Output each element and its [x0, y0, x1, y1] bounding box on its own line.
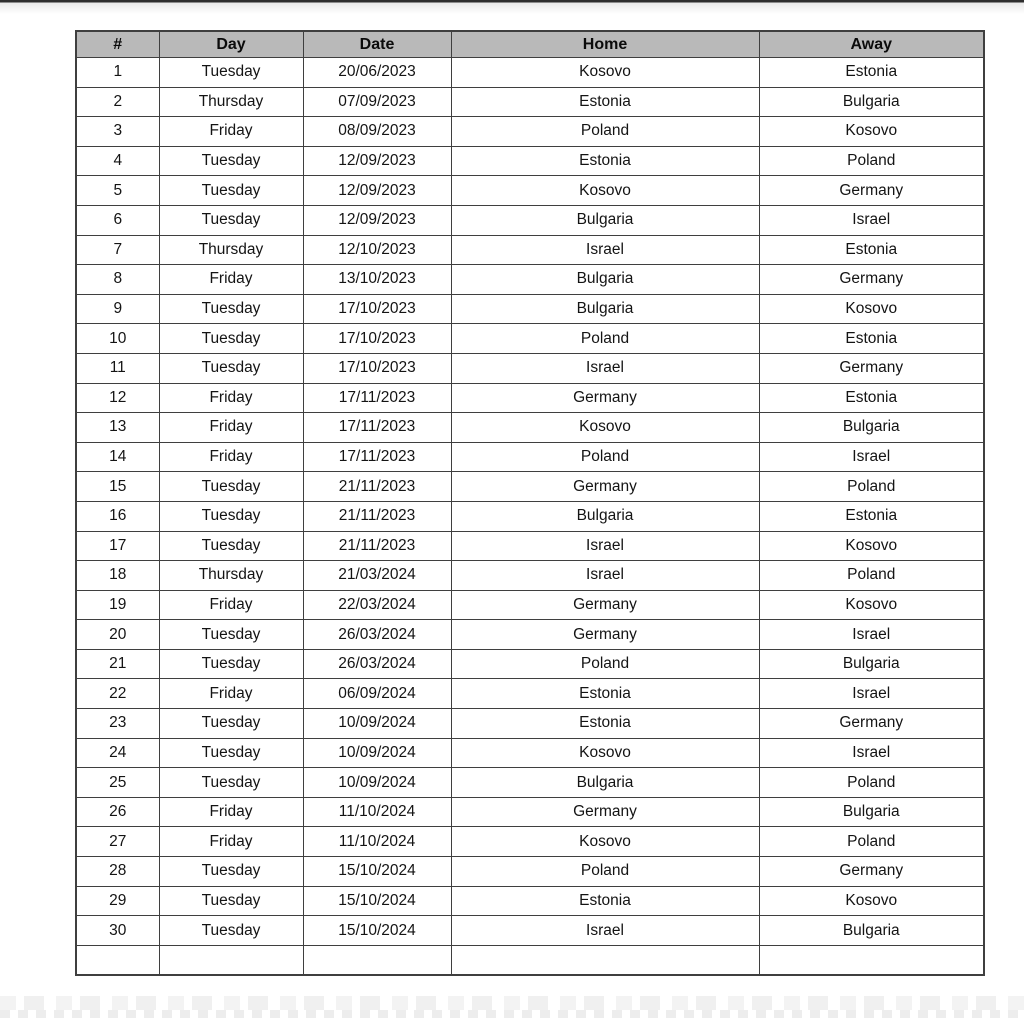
cell-date: 26/03/2024	[303, 649, 451, 679]
table-header	[76, 31, 984, 58]
cell-home: Kosovo	[451, 58, 759, 88]
table-row	[76, 797, 984, 827]
match-schedule-table	[75, 30, 985, 976]
cell-away: Germany	[759, 709, 984, 739]
cell-day: Tuesday	[159, 294, 303, 324]
cell-home: Israel	[451, 235, 759, 265]
table-row	[76, 176, 984, 206]
cell-home: Israel	[451, 916, 759, 946]
cell-home: Poland	[451, 442, 759, 472]
cell-date: 07/09/2023	[303, 87, 451, 117]
table-row	[76, 679, 984, 709]
table-row	[76, 205, 984, 235]
table-row	[76, 501, 984, 531]
cell-day: Tuesday	[159, 916, 303, 946]
table-row	[76, 768, 984, 798]
cell-day: Tuesday	[159, 324, 303, 354]
cell-num: 21	[76, 649, 159, 679]
cell-day: Tuesday	[159, 205, 303, 235]
cell-date: 17/10/2023	[303, 353, 451, 383]
table-row	[76, 294, 984, 324]
cell-date: 08/09/2023	[303, 117, 451, 147]
cell-day: Thursday	[159, 87, 303, 117]
schedule-table-body	[76, 58, 984, 976]
cell-away: Bulgaria	[759, 797, 984, 827]
cell-away: Germany	[759, 265, 984, 295]
cell-num: 1	[76, 58, 159, 88]
cell-day: Tuesday	[159, 472, 303, 502]
cell-date: 21/11/2023	[303, 472, 451, 502]
cell-day: Friday	[159, 679, 303, 709]
table-row	[76, 649, 984, 679]
cell-day: Friday	[159, 590, 303, 620]
table-row	[76, 265, 984, 295]
cell-date: 17/11/2023	[303, 383, 451, 413]
cell-num: 15	[76, 472, 159, 502]
cell-home: Bulgaria	[451, 768, 759, 798]
cell-date: 17/10/2023	[303, 294, 451, 324]
cell-away: Bulgaria	[759, 413, 984, 443]
table-row	[76, 442, 984, 472]
table-row	[76, 353, 984, 383]
table-row	[76, 886, 984, 916]
cell-num: 24	[76, 738, 159, 768]
cell-date: 10/09/2024	[303, 768, 451, 798]
cell-away: Poland	[759, 768, 984, 798]
cell-day: Friday	[159, 265, 303, 295]
cell-num: 10	[76, 324, 159, 354]
cell-home: Bulgaria	[451, 205, 759, 235]
table-row	[76, 709, 984, 739]
column-header-date: Date	[303, 31, 451, 58]
cell-home: Germany	[451, 472, 759, 502]
cell-away: Israel	[759, 442, 984, 472]
cell-away: Estonia	[759, 324, 984, 354]
cell-away: Poland	[759, 827, 984, 857]
cell-away: Bulgaria	[759, 916, 984, 946]
table-row	[76, 58, 984, 88]
table-row	[76, 620, 984, 650]
cell-away	[759, 945, 984, 975]
cell-away: Kosovo	[759, 117, 984, 147]
table-row	[76, 324, 984, 354]
cell-away: Germany	[759, 176, 984, 206]
cell-num: 9	[76, 294, 159, 324]
table-row	[76, 738, 984, 768]
cell-date: 21/11/2023	[303, 501, 451, 531]
table-row	[76, 590, 984, 620]
table-row	[76, 531, 984, 561]
cell-away: Bulgaria	[759, 649, 984, 679]
cell-num: 3	[76, 117, 159, 147]
cell-num	[76, 945, 159, 975]
cell-num: 20	[76, 620, 159, 650]
cell-date: 12/09/2023	[303, 176, 451, 206]
cell-day: Tuesday	[159, 709, 303, 739]
cell-away: Estonia	[759, 501, 984, 531]
cell-date: 10/09/2024	[303, 709, 451, 739]
cell-day: Tuesday	[159, 649, 303, 679]
table-row	[76, 383, 984, 413]
cell-day: Tuesday	[159, 58, 303, 88]
cell-day: Tuesday	[159, 176, 303, 206]
table-row	[76, 561, 984, 591]
cell-home: Estonia	[451, 679, 759, 709]
cell-day: Tuesday	[159, 768, 303, 798]
cell-num: 29	[76, 886, 159, 916]
cell-away: Israel	[759, 620, 984, 650]
cell-home: Israel	[451, 531, 759, 561]
cell-date: 12/09/2023	[303, 146, 451, 176]
cell-day	[159, 945, 303, 975]
table-row	[76, 472, 984, 502]
column-header-number: #	[76, 31, 159, 58]
cell-num: 7	[76, 235, 159, 265]
cell-num: 13	[76, 413, 159, 443]
cell-num: 8	[76, 265, 159, 295]
cell-home: Poland	[451, 117, 759, 147]
column-header-away: Away	[759, 31, 984, 58]
cell-num: 2	[76, 87, 159, 117]
cell-away: Israel	[759, 679, 984, 709]
cell-num: 19	[76, 590, 159, 620]
cell-num: 22	[76, 679, 159, 709]
cell-home: Israel	[451, 353, 759, 383]
cell-home: Kosovo	[451, 827, 759, 857]
cell-date: 26/03/2024	[303, 620, 451, 650]
header-row	[76, 31, 984, 58]
cell-num: 11	[76, 353, 159, 383]
cell-home: Estonia	[451, 87, 759, 117]
cell-away: Kosovo	[759, 590, 984, 620]
cell-date: 21/11/2023	[303, 531, 451, 561]
cell-home: Kosovo	[451, 738, 759, 768]
cell-date: 17/10/2023	[303, 324, 451, 354]
cell-day: Thursday	[159, 561, 303, 591]
cell-date: 17/11/2023	[303, 413, 451, 443]
cell-day: Tuesday	[159, 886, 303, 916]
cell-date	[303, 945, 451, 975]
cell-away: Kosovo	[759, 531, 984, 561]
cell-home: Germany	[451, 590, 759, 620]
cell-home: Bulgaria	[451, 294, 759, 324]
cell-day: Tuesday	[159, 620, 303, 650]
cell-date: 17/11/2023	[303, 442, 451, 472]
table-row	[76, 945, 984, 975]
cell-num: 4	[76, 146, 159, 176]
cell-home: Germany	[451, 383, 759, 413]
cell-day: Friday	[159, 413, 303, 443]
cell-num: 23	[76, 709, 159, 739]
cell-num: 5	[76, 176, 159, 206]
cell-day: Tuesday	[159, 531, 303, 561]
cell-away: Estonia	[759, 383, 984, 413]
cell-away: Kosovo	[759, 294, 984, 324]
cell-home: Germany	[451, 797, 759, 827]
cell-home: Bulgaria	[451, 265, 759, 295]
cell-away: Poland	[759, 146, 984, 176]
cell-day: Tuesday	[159, 738, 303, 768]
cell-away: Poland	[759, 472, 984, 502]
cell-day: Tuesday	[159, 501, 303, 531]
cell-num: 25	[76, 768, 159, 798]
cell-home: Poland	[451, 857, 759, 887]
cell-day: Tuesday	[159, 353, 303, 383]
table-row	[76, 235, 984, 265]
cell-home	[451, 945, 759, 975]
cell-num: 18	[76, 561, 159, 591]
cell-day: Thursday	[159, 235, 303, 265]
cell-home: Estonia	[451, 146, 759, 176]
table-row	[76, 827, 984, 857]
cell-date: 10/09/2024	[303, 738, 451, 768]
cell-num: 26	[76, 797, 159, 827]
cell-num: 16	[76, 501, 159, 531]
cell-away: Poland	[759, 561, 984, 591]
cell-away: Israel	[759, 738, 984, 768]
table-row	[76, 87, 984, 117]
cell-day: Friday	[159, 117, 303, 147]
cell-away: Germany	[759, 353, 984, 383]
cell-num: 6	[76, 205, 159, 235]
cell-num: 28	[76, 857, 159, 887]
cell-day: Friday	[159, 442, 303, 472]
cell-date: 11/10/2024	[303, 797, 451, 827]
cell-num: 14	[76, 442, 159, 472]
cell-num: 27	[76, 827, 159, 857]
cell-date: 15/10/2024	[303, 916, 451, 946]
cell-away: Kosovo	[759, 886, 984, 916]
cell-date: 21/03/2024	[303, 561, 451, 591]
table-row	[76, 916, 984, 946]
cell-home: Estonia	[451, 709, 759, 739]
cell-num: 30	[76, 916, 159, 946]
cell-home: Kosovo	[451, 176, 759, 206]
cell-day: Tuesday	[159, 146, 303, 176]
cell-date: 06/09/2024	[303, 679, 451, 709]
cell-away: Israel	[759, 205, 984, 235]
cell-day: Friday	[159, 383, 303, 413]
page-bottom-noise-artifact	[0, 996, 1024, 1018]
cell-away: Estonia	[759, 235, 984, 265]
cell-home: Estonia	[451, 886, 759, 916]
cell-date: 15/10/2024	[303, 886, 451, 916]
table-row	[76, 413, 984, 443]
cell-date: 11/10/2024	[303, 827, 451, 857]
cell-home: Israel	[451, 561, 759, 591]
cell-away: Germany	[759, 857, 984, 887]
cell-away: Bulgaria	[759, 87, 984, 117]
page-top-edge	[0, 0, 1024, 14]
table-row	[76, 117, 984, 147]
column-header-day: Day	[159, 31, 303, 58]
cell-away: Estonia	[759, 58, 984, 88]
cell-home: Poland	[451, 649, 759, 679]
cell-day: Tuesday	[159, 857, 303, 887]
cell-date: 20/06/2023	[303, 58, 451, 88]
cell-num: 17	[76, 531, 159, 561]
cell-home: Kosovo	[451, 413, 759, 443]
table-row	[76, 146, 984, 176]
cell-home: Bulgaria	[451, 501, 759, 531]
cell-day: Friday	[159, 797, 303, 827]
cell-home: Poland	[451, 324, 759, 354]
column-header-home: Home	[451, 31, 759, 58]
cell-date: 15/10/2024	[303, 857, 451, 887]
cell-day: Friday	[159, 827, 303, 857]
cell-date: 12/09/2023	[303, 205, 451, 235]
cell-date: 13/10/2023	[303, 265, 451, 295]
cell-num: 12	[76, 383, 159, 413]
cell-date: 22/03/2024	[303, 590, 451, 620]
cell-home: Germany	[451, 620, 759, 650]
cell-date: 12/10/2023	[303, 235, 451, 265]
table-row	[76, 857, 984, 887]
